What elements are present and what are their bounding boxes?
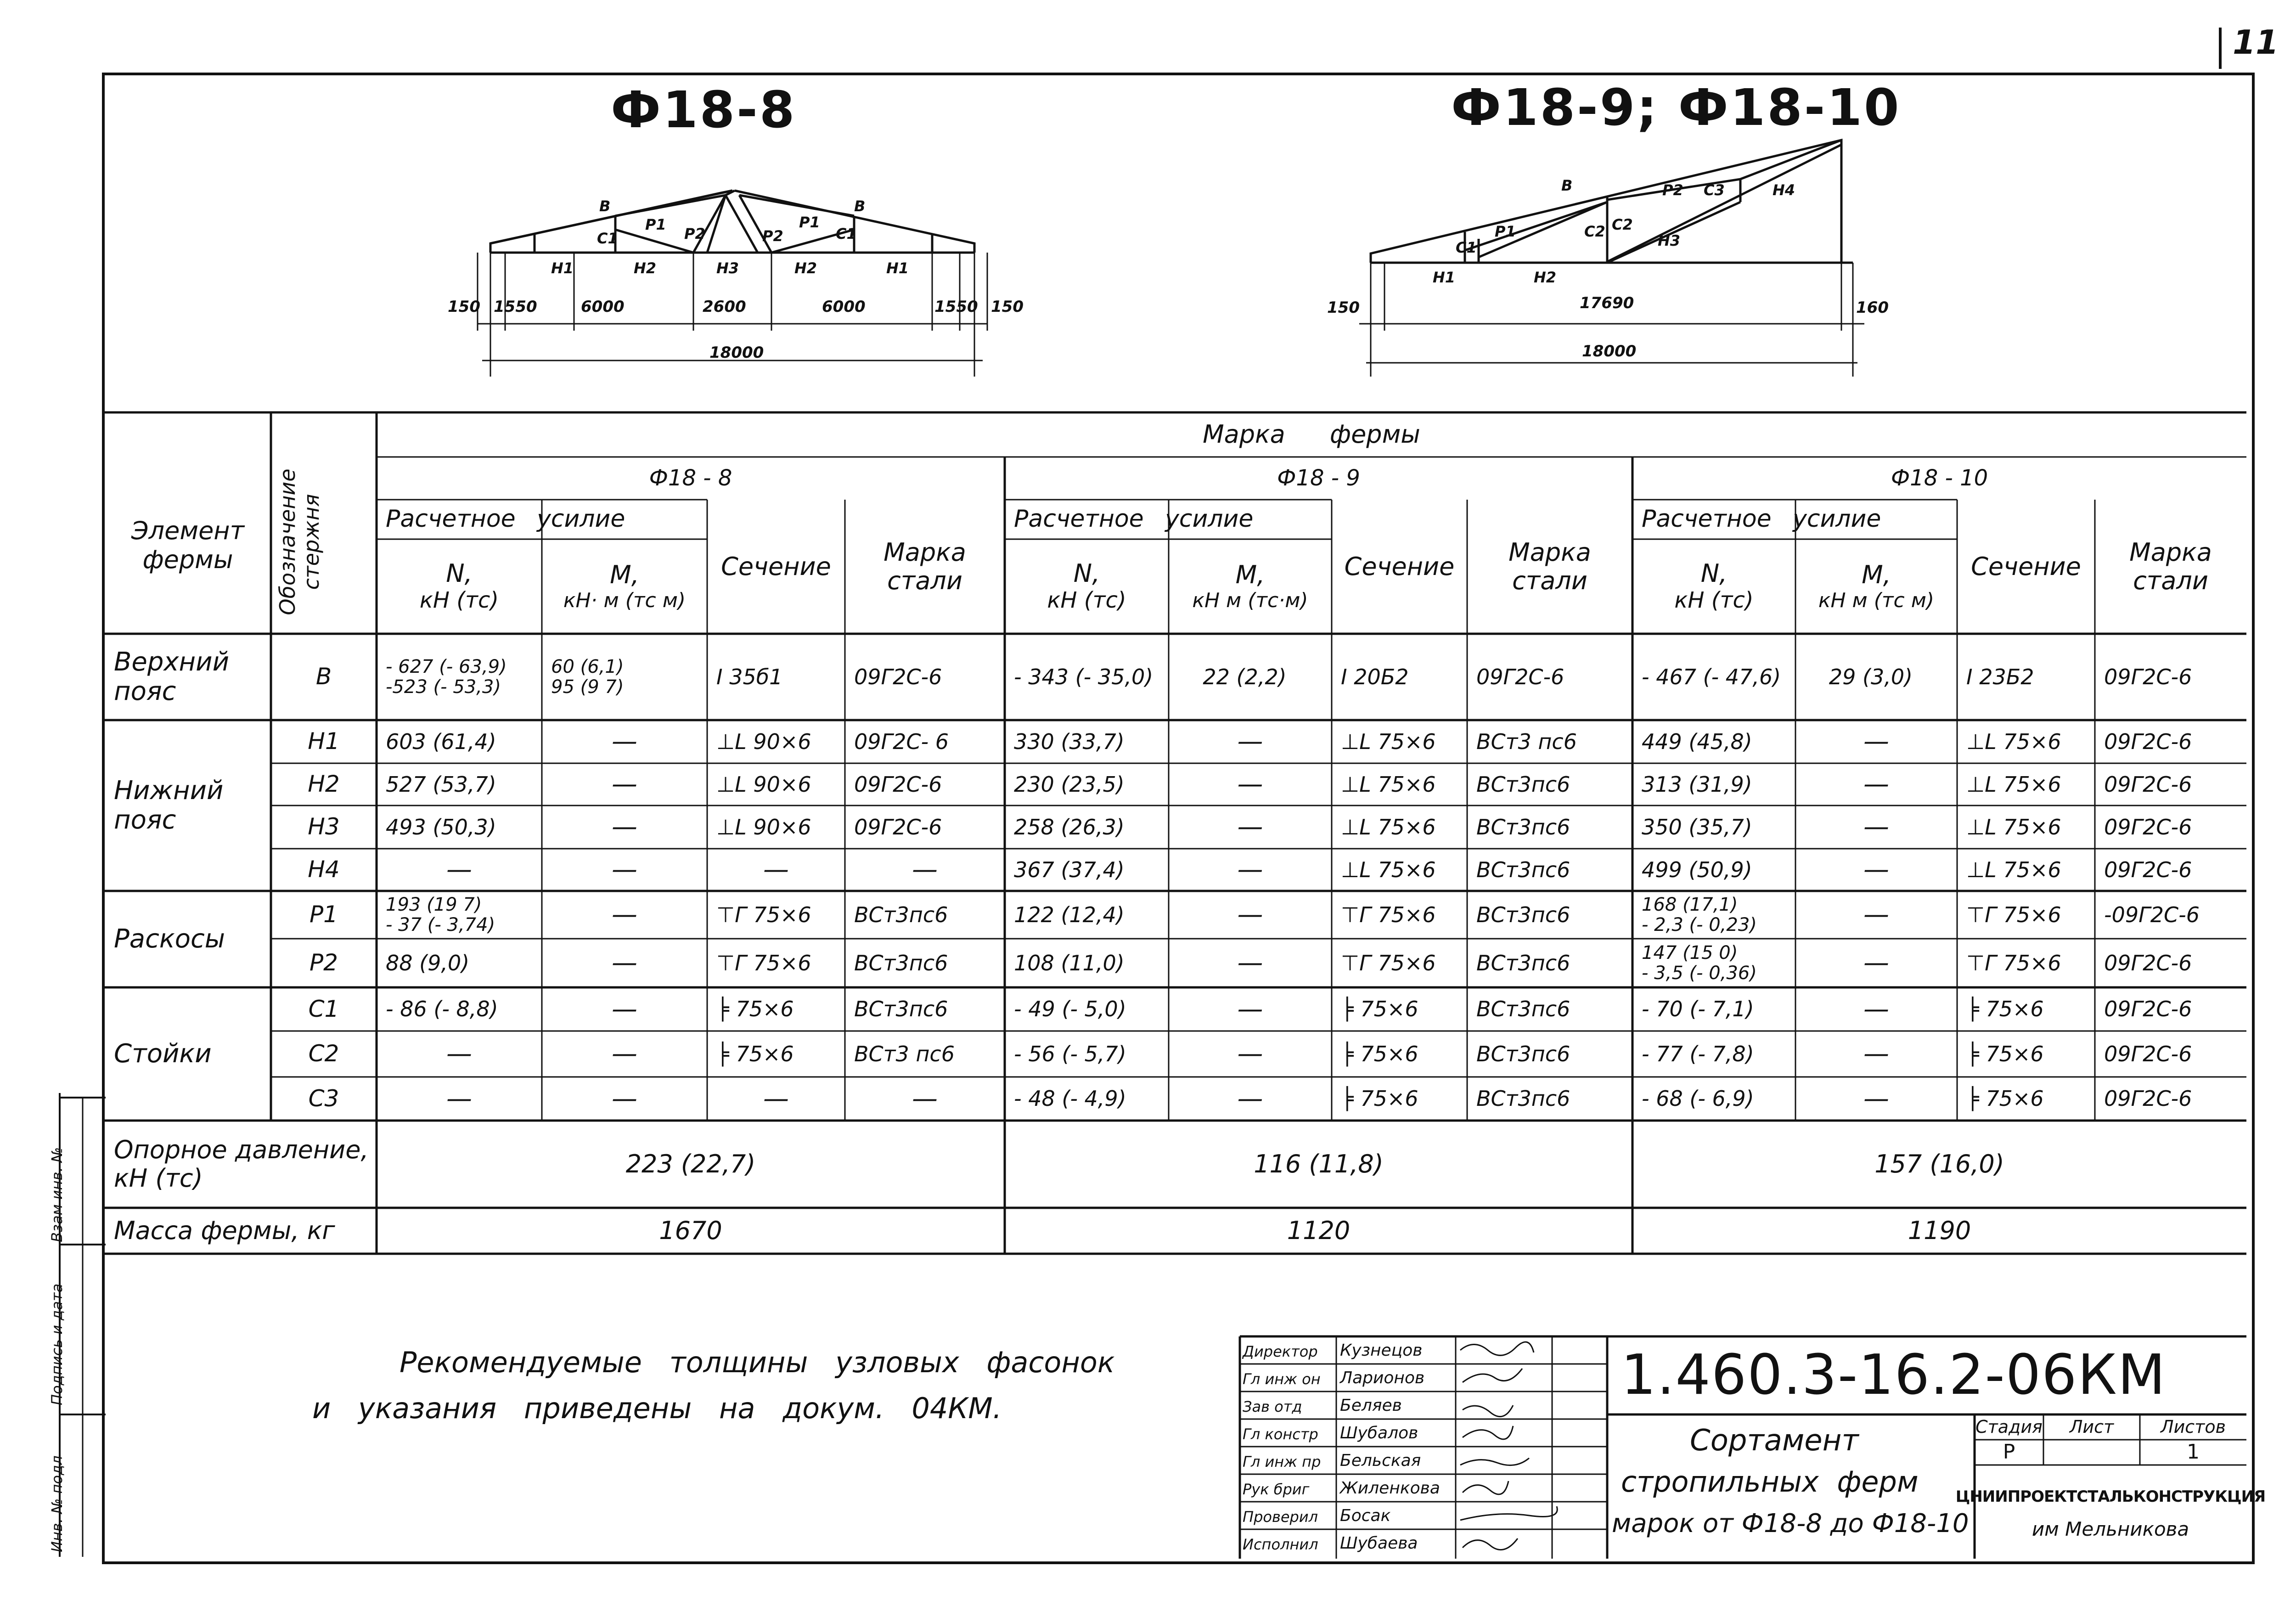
section-cell: I 23Б2 — [1966, 664, 2034, 689]
steel-grade-cell: ВСт3пс6 — [1476, 997, 1570, 1022]
group-braces: Раскосы — [114, 924, 225, 954]
doc-title-3: марок от Ф18-8 до Ф18-10 — [1612, 1509, 1969, 1538]
moment-m-cell: — — [1237, 1039, 1263, 1069]
label-c1-right-truss: С1 — [1456, 239, 1477, 256]
section-cell: ⊤Г 75×6 — [1966, 902, 2061, 927]
m-unit: кН м (тс м) — [1818, 588, 1935, 612]
section-cell: ╞ 75×6 — [1341, 1086, 1418, 1111]
mass-value-f10: 1190 — [1908, 1216, 1971, 1245]
support-value-f8: 223 (22,7) — [625, 1149, 756, 1178]
n-label: N, — [1073, 559, 1100, 588]
moment-m-cell: — — [1863, 812, 1889, 842]
member-code: Н1 — [308, 728, 340, 755]
steel-grade-cell: 09Г2С- 6 — [854, 729, 949, 754]
header-truss-f18-9: Ф18 - 9 — [1277, 465, 1360, 491]
label-p2-left: Р2 — [684, 225, 705, 242]
section-cell: ⊥L 75×6 — [1341, 814, 1436, 839]
steel-grade-cell: 09Г2С-6 — [2104, 814, 2192, 839]
steel-grade-cell: 09Г2С-6 — [2104, 772, 2192, 797]
force-n-cell: 493 (50,3) — [386, 814, 496, 839]
steel-grade-cell: 09Г2С-6 — [2104, 729, 2192, 754]
n-label: N, — [446, 559, 473, 588]
section-cell: ⊤Г 75×6 — [716, 902, 811, 927]
dim-1550-left: 1550 — [494, 298, 537, 316]
dim-150-right: 150 — [991, 298, 1024, 316]
force-n-cell: 367 (37,4) — [1014, 857, 1125, 882]
label-h1-right: Н1 — [886, 259, 909, 277]
steel-grade-cell: ВСт3пс6 — [1476, 1086, 1570, 1111]
stamp-name: Шубалов — [1340, 1424, 1418, 1442]
steel-grade-cell: 09Г2С-6 — [2104, 950, 2192, 975]
n-unit: кН (тс) — [419, 587, 499, 614]
moment-m-cell: 60 (6,1) 95 (9 7) — [551, 656, 624, 698]
section-cell: ⊥L 90×6 — [716, 729, 811, 754]
steel-grade-cell: ВСт3пс6 — [1476, 1041, 1570, 1066]
member-code: Н3 — [308, 813, 340, 840]
sheets-value: 1 — [2187, 1440, 2200, 1464]
group-upper-chord: Верхний пояс — [114, 647, 229, 706]
header-force-f9: Расчетное усилие — [1014, 505, 1254, 533]
force-n-cell: - 343 (- 35,0) — [1014, 664, 1154, 689]
steel-grade-cell: ВСт3пс6 — [854, 902, 948, 927]
member-code: Н2 — [308, 771, 340, 798]
section-cell: ⊥L 90×6 — [716, 814, 811, 839]
section-cell: ⊥L 75×6 — [1966, 729, 2061, 754]
sidebar-replace-inv: Взам инв. № — [48, 1147, 66, 1242]
diagram-left-title: Ф18-8 — [611, 80, 797, 139]
moment-m-cell: — — [1863, 855, 1889, 885]
stamp-name: Босак — [1340, 1506, 1391, 1525]
header-section-f10: Сечение — [1971, 552, 2081, 581]
steel-grade-cell: ВСт3 пс6 — [1476, 729, 1577, 754]
m-unit: кН· м (тс м) — [563, 588, 686, 612]
steel-grade-cell: ВСт3пс6 — [854, 997, 948, 1022]
dim-1550-right: 1550 — [934, 298, 978, 316]
steel-grade-cell: ВСт3пс6 — [1476, 902, 1570, 927]
steel-grade-cell: — — [912, 1083, 938, 1114]
label-p2-right-truss: Р2 — [1662, 181, 1683, 199]
steel-grade-cell: 09Г2С-6 — [2104, 664, 2192, 689]
header-designation: Обозначение стержня — [275, 468, 324, 615]
stamp-name: Ларионов — [1340, 1369, 1425, 1387]
steel-grade-cell: 09Г2С-6 — [2104, 997, 2192, 1022]
sidebar-inv-original: Инв. № подл — [48, 1455, 66, 1552]
steel-grade-cell: -09Г2С-6 — [2104, 902, 2200, 927]
section-cell: ⊤Г 75×6 — [1341, 902, 1436, 927]
force-n-cell: 168 (17,1) - 2,3 (- 0,23) — [1642, 894, 1757, 935]
moment-m-cell: — — [1237, 812, 1263, 842]
stamp-role: Гл констр — [1243, 1425, 1318, 1443]
header-truss-f18-10: Ф18 - 10 — [1891, 465, 1988, 491]
note-line-1: Рекомендуемые толщины узловых фасонок — [400, 1346, 1115, 1379]
label-h4-right-truss: Н4 — [1773, 181, 1795, 199]
section-cell: ⊥L 75×6 — [1966, 857, 2061, 882]
mass-value-f9: 1120 — [1287, 1216, 1351, 1245]
section-cell: ⊤Г 75×6 — [1966, 950, 2061, 975]
section-cell: — — [763, 855, 789, 885]
stage-value: Р — [2003, 1440, 2015, 1464]
force-n-cell: 230 (23,5) — [1014, 772, 1125, 797]
stamp-name: Шубаева — [1340, 1534, 1418, 1553]
force-n-cell: 330 (33,7) — [1014, 729, 1125, 754]
mass-label: Масса фермы, кг — [114, 1216, 335, 1245]
moment-m-cell: — — [1863, 994, 1889, 1024]
member-code: В — [315, 663, 332, 690]
stage-label: Стадия — [1975, 1416, 2043, 1437]
stamp-name: Беляев — [1340, 1396, 1402, 1415]
stamp-role: Директор — [1243, 1343, 1318, 1360]
stamp-role: Проверил — [1243, 1508, 1318, 1526]
doc-title-1: Сортамент — [1690, 1424, 1859, 1458]
moment-m-cell: — — [612, 948, 637, 978]
stamp-role: Гл инж пр — [1243, 1453, 1321, 1470]
steel-grade-cell: ВСт3пс6 — [1476, 857, 1570, 882]
moment-m-cell: — — [1863, 900, 1889, 930]
label-p1-left: Р1 — [645, 216, 666, 233]
stamp-name: Жиленкова — [1340, 1479, 1440, 1498]
section-cell: ⊥L 75×6 — [1966, 772, 2061, 797]
section-cell: ⊥L 75×6 — [1966, 814, 2061, 839]
force-n-cell: - 56 (- 5,7) — [1014, 1041, 1126, 1066]
steel-grade-cell: ВСт3 пс6 — [854, 1041, 955, 1066]
support-value-f9: 116 (11,8) — [1254, 1149, 1384, 1178]
force-n-cell: 527 (53,7) — [386, 772, 496, 797]
moment-m-cell: — — [1237, 1083, 1263, 1114]
moment-m-cell: — — [1237, 900, 1263, 930]
header-steel-f10: Марка стали — [2129, 537, 2212, 595]
label-b-right: В — [1561, 177, 1573, 194]
force-n-cell: 603 (61,4) — [386, 729, 496, 754]
force-n-cell: - 627 (- 63,9) -523 (- 53,3) — [386, 656, 507, 698]
steel-grade-cell: — — [912, 855, 938, 885]
moment-m-cell: — — [1863, 1083, 1889, 1114]
label-h1-right-truss: Н1 — [1433, 269, 1456, 286]
header-element: Элемент фермы — [131, 516, 245, 574]
section-cell: ╞ 75×6 — [1966, 997, 2044, 1022]
section-cell: ╞ 75×6 — [1341, 1041, 1418, 1066]
moment-m-cell: — — [1237, 855, 1263, 885]
force-n-cell: - 86 (- 8,8) — [386, 997, 498, 1022]
header-steel-f9: Марка стали — [1508, 537, 1591, 595]
moment-m-cell: — — [1237, 769, 1263, 800]
moment-m-cell: — — [1863, 1039, 1889, 1069]
dim-150-left: 150 — [448, 298, 480, 316]
moment-m-cell: — — [612, 900, 637, 930]
m-unit: кН м (тс·м) — [1192, 588, 1308, 612]
header-steel-f8: Марка стали — [884, 537, 966, 595]
section-cell: I 35б1 — [716, 664, 783, 689]
label-c1-right: С1 — [836, 225, 857, 242]
label-c3-right-truss: С3 — [1704, 181, 1725, 199]
steel-grade-cell: ВСт3пс6 — [1476, 950, 1570, 975]
sheet-label: Лист — [2069, 1416, 2114, 1437]
steel-grade-cell: 09Г2С-6 — [854, 814, 942, 839]
moment-m-cell: 29 (3,0) — [1829, 664, 1913, 689]
group-lower-chord: Нижний пояс — [114, 775, 224, 835]
force-n-cell: - 48 (- 4,9) — [1014, 1086, 1126, 1111]
label-c1-left: С1 — [597, 230, 618, 247]
diagram-right-title: Ф18-9; Ф18-10 — [1451, 78, 1901, 137]
dim-total-left: 18000 — [709, 344, 764, 362]
member-code: С1 — [308, 995, 339, 1022]
dim-6000-right: 6000 — [822, 298, 866, 316]
header-section-f9: Сечение — [1344, 552, 1455, 581]
steel-grade-cell: ВСт3пс6 — [1476, 814, 1570, 839]
force-n-cell: - 70 (- 7,1) — [1642, 997, 1754, 1022]
section-cell: ⊥L 75×6 — [1341, 857, 1436, 882]
group-posts: Стойки — [114, 1038, 212, 1069]
moment-m-cell: — — [612, 855, 637, 885]
label-h2-right: Н2 — [794, 259, 817, 277]
moment-m-cell: — — [1237, 948, 1263, 978]
n-label: N, — [1700, 559, 1728, 588]
label-top-right: В — [854, 197, 866, 215]
steel-grade-cell: 09Г2С-6 — [2104, 857, 2192, 882]
force-n-cell: 122 (12,4) — [1014, 902, 1125, 927]
steel-grade-cell: ВСт3пс6 — [1476, 772, 1570, 797]
force-n-cell: 258 (26,3) — [1014, 814, 1125, 839]
stamp-role: Рук бриг — [1243, 1481, 1310, 1498]
support-value-f10: 157 (16,0) — [1874, 1149, 2004, 1178]
header-section-f8: Сечение — [721, 552, 831, 581]
n-unit: кН (тс) — [1674, 587, 1754, 614]
section-cell: ⊤Г 75×6 — [716, 950, 811, 975]
dim-150-right-truss: 150 — [1327, 299, 1360, 317]
header-force-f8: Расчетное усилие — [386, 505, 625, 533]
sidebar-signature-date: Подпись и дата — [48, 1283, 66, 1405]
stamp-role: Гл инж он — [1243, 1370, 1321, 1388]
dim-2600: 2600 — [703, 298, 746, 316]
dim-17690: 17690 — [1580, 294, 1634, 312]
force-n-cell: 449 (45,8) — [1642, 729, 1752, 754]
label-h3-right-truss: Н3 — [1658, 232, 1681, 249]
moment-m-cell: — — [612, 1083, 637, 1114]
force-n-cell: 313 (31,9) — [1642, 772, 1752, 797]
header-truss-f18-8: Ф18 - 8 — [649, 465, 732, 491]
force-n-cell: — — [446, 855, 472, 885]
stamp-name: Бельская — [1340, 1451, 1421, 1470]
section-cell: ╞ 75×6 — [1341, 997, 1418, 1022]
stamp-name: Кузнецов — [1340, 1341, 1423, 1360]
force-n-cell: 499 (50,9) — [1642, 857, 1752, 882]
sheet-number: 11 — [2233, 23, 2279, 62]
doc-code: 1.460.3-16.2-06КМ — [1621, 1343, 2167, 1407]
stamp-role: Зав отд — [1243, 1398, 1302, 1415]
member-code: Р1 — [310, 901, 338, 928]
force-n-cell: — — [446, 1039, 472, 1069]
m-label: М, — [1235, 560, 1265, 589]
label-h1-left: Н1 — [551, 259, 574, 277]
force-n-cell: - 49 (- 5,0) — [1014, 997, 1126, 1022]
header-force-f10: Расчетное усилие — [1642, 505, 1881, 533]
header-brand-group: Марка фермы — [1203, 420, 1420, 449]
force-n-cell: 108 (11,0) — [1014, 950, 1125, 975]
dim-total-right: 18000 — [1582, 342, 1637, 361]
force-n-cell: 350 (35,7) — [1642, 814, 1752, 839]
member-code: Н4 — [308, 856, 340, 883]
section-cell: ╞ 75×6 — [1966, 1041, 2044, 1066]
moment-m-cell: 22 (2,2) — [1203, 664, 1287, 689]
label-h2-right-truss: Н2 — [1534, 269, 1557, 286]
n-unit: кН (тс) — [1047, 587, 1126, 614]
section-cell: — — [763, 1083, 789, 1114]
label-h2-left: Н2 — [634, 259, 657, 277]
label-p1-right: Р1 — [799, 214, 820, 231]
member-code: С3 — [308, 1085, 339, 1112]
section-cell: ╞ 75×6 — [716, 997, 794, 1022]
moment-m-cell: — — [612, 769, 637, 800]
section-cell: I 20Б2 — [1341, 664, 1409, 689]
moment-m-cell: — — [1237, 994, 1263, 1024]
force-n-cell: — — [446, 1083, 472, 1114]
steel-grade-cell: 09Г2С-6 — [2104, 1041, 2192, 1066]
moment-m-cell: — — [612, 812, 637, 842]
member-code: С2 — [308, 1040, 339, 1067]
steel-grade-cell: 09Г2С-6 — [854, 664, 942, 689]
note-line-2: и указания приведены на докум. 04КМ. — [312, 1392, 1002, 1425]
moment-m-cell: — — [612, 1039, 637, 1069]
force-n-cell: 147 (15 0) - 3,5 (- 0,36) — [1642, 942, 1757, 984]
force-n-cell: - 68 (- 6,9) — [1642, 1086, 1754, 1111]
section-cell: ⊤Г 75×6 — [1341, 950, 1436, 975]
moment-m-cell: — — [1863, 727, 1889, 757]
org-name: ЦНИИПРОЕКТСТАЛЬКОНСТРУКЦИЯ — [1955, 1487, 2266, 1506]
m-label: М, — [610, 560, 639, 589]
section-cell: ╞ 75×6 — [716, 1041, 794, 1066]
section-cell: ⊥L 90×6 — [716, 772, 811, 797]
steel-grade-cell: 09Г2С-6 — [2104, 1086, 2192, 1111]
steel-grade-cell: ВСт3пс6 — [854, 950, 948, 975]
label-top-left: В — [599, 197, 611, 215]
sheets-label: Листов — [2161, 1416, 2226, 1437]
steel-grade-cell: 09Г2С-6 — [1476, 664, 1564, 689]
force-n-cell: 88 (9,0) — [386, 950, 470, 975]
dim-160-right-truss: 160 — [1856, 299, 1889, 317]
org-subtitle: им Мельникова — [2032, 1517, 2189, 1540]
label-h3: Н3 — [716, 259, 739, 277]
support-label: Опорное давление, кН (тс) — [114, 1135, 369, 1193]
force-n-cell: 193 (19 7) - 37 (- 3,74) — [386, 894, 495, 935]
moment-m-cell: — — [612, 727, 637, 757]
mass-value-f8: 1670 — [659, 1216, 722, 1245]
moment-m-cell: — — [612, 994, 637, 1024]
moment-m-cell: — — [1863, 769, 1889, 800]
label-c2a-right-truss: С2 — [1584, 223, 1605, 240]
section-cell: ⊥L 75×6 — [1341, 772, 1436, 797]
member-code: Р2 — [310, 949, 338, 976]
label-p1-right-truss: Р1 — [1495, 223, 1516, 240]
label-c2b-right-truss: С2 — [1612, 216, 1633, 233]
section-cell: ⊥L 75×6 — [1341, 729, 1436, 754]
dim-6000-left: 6000 — [581, 298, 625, 316]
m-label: М, — [1862, 560, 1891, 589]
label-p2-right: Р2 — [762, 227, 783, 245]
force-n-cell: - 77 (- 7,8) — [1642, 1041, 1754, 1066]
stamp-role: Исполнил — [1243, 1536, 1318, 1553]
moment-m-cell: — — [1863, 948, 1889, 978]
moment-m-cell: — — [1237, 727, 1263, 757]
doc-title-2: стропильных ферм — [1621, 1465, 1919, 1499]
steel-grade-cell: 09Г2С-6 — [854, 772, 942, 797]
section-cell: ╞ 75×6 — [1966, 1086, 2044, 1111]
force-n-cell: - 467 (- 47,6) — [1642, 664, 1781, 689]
